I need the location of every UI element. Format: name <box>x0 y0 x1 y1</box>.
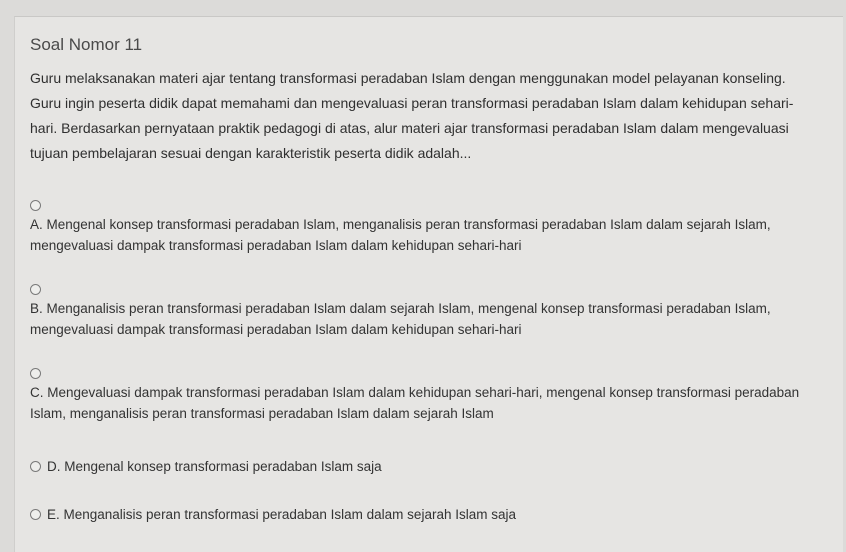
option-d-label: D. Mengenal konsep transformasi peradaban Islam saja <box>47 459 382 474</box>
radio-option-a[interactable] <box>30 200 41 211</box>
option-c[interactable] <box>30 368 820 424</box>
radio-option-b[interactable] <box>30 284 41 295</box>
radio-option-c[interactable] <box>30 368 41 379</box>
option-a[interactable] <box>30 200 820 256</box>
radio-option-e[interactable] <box>30 509 41 520</box>
radio-option-d[interactable] <box>30 461 41 472</box>
option-d[interactable] <box>30 456 820 477</box>
option-e[interactable] <box>30 504 820 525</box>
option-c-label: C. Mengevaluasi dampak transformasi peradaban Islam dalam kehidupan sehari-hari, mengenal konsep transformasi peradaban Islam, menganalisis peran transformasi peradaban Islam dalam sejarah Islam <box>30 385 800 421</box>
option-b[interactable] <box>30 284 820 340</box>
question-title: Soal Nomor 11 <box>30 35 143 54</box>
option-e-label: E. Menganalisis peran transformasi peradaban Islam dalam sejarah Islam saja <box>47 507 516 522</box>
option-a-label: A. Mengenal konsep transformasi peradaban Islam, menganalisis peran transformasi peradaban Islam dalam sejarah Islam, mengevaluasi dampak transformasi peradaban Islam dalam kehidupan sehari-hari <box>30 217 771 253</box>
option-b-label: B. Menganalisis peran transformasi peradaban Islam dalam sejarah Islam, mengenal konsep transformasi peradaban Islam, mengevaluasi dampak transformasi peradaban Islam dalam kehidupan sehari-hari <box>30 301 771 337</box>
question-text: Guru melaksanakan materi ajar tentang transformasi peradaban Islam dengan menggunakan model pelayanan konseling. Guru ingin peserta didik dapat memahami dan mengevaluasi peran transformasi peradaban Islam dalam kehidupan sehari-hari. Berdasarkan pernyataan praktik pedagogi di atas, alur materi ajar transformasi peradaban Islam dalam mengevaluasi tujuan pembelajaran sesuai dengan karakteristik peserta didik adalah... <box>30 70 794 161</box>
